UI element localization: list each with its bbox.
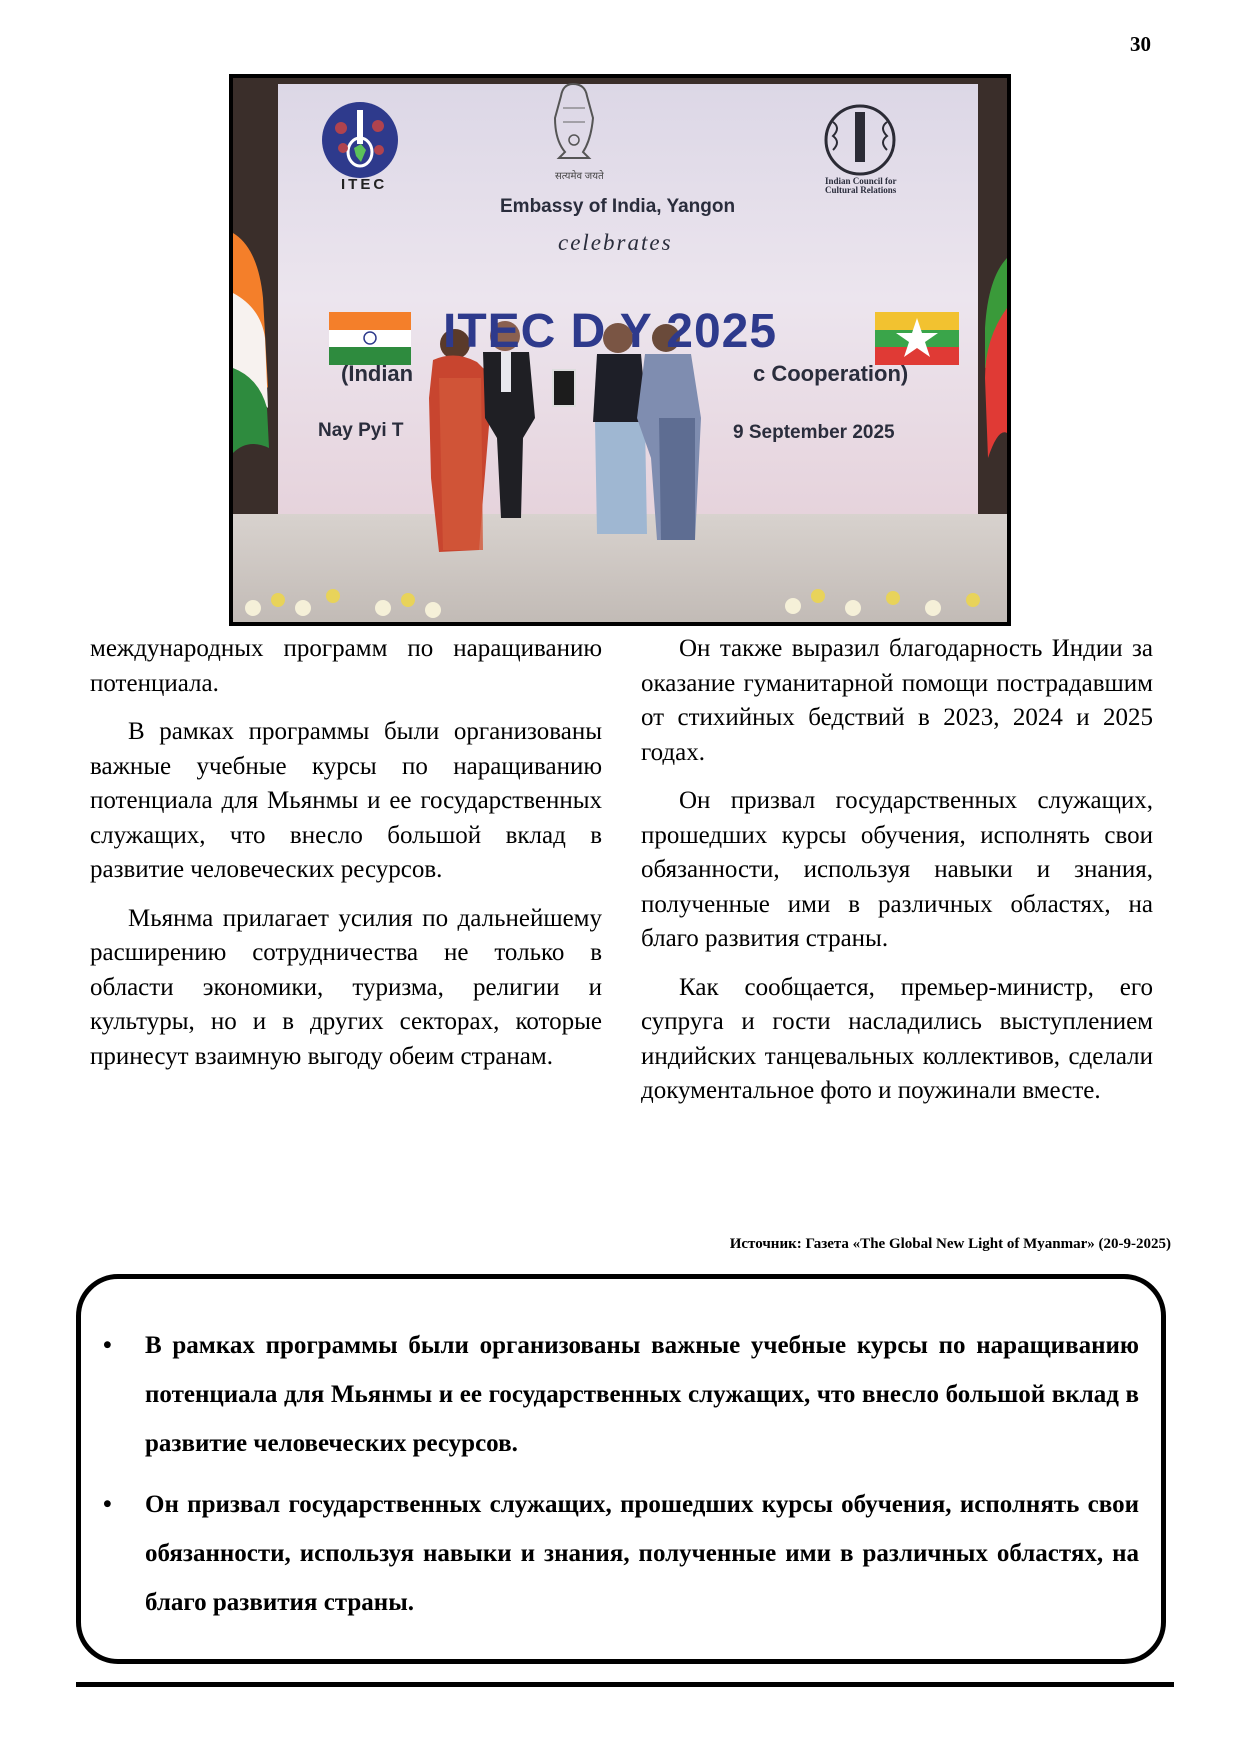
india-flag-icon [329, 312, 411, 365]
page-number: 30 [1130, 32, 1151, 56]
summary-box [76, 1274, 1166, 1664]
paragraph: В рамках программы были организованы важные учебные курсы по наращиванию потенциала для Мьянмы и ее государственных служащих, что внесло большой вклад в развитие человеческих ресурсов. [90, 718, 602, 883]
source-citation: Источник: Газета «The Global New Light of Myanmar» (20-9-2025) [729, 1236, 1171, 1252]
emblem-motto: सत्यमेव जयते [555, 171, 604, 182]
banner-date: 9 September 2025 [733, 422, 895, 443]
iccr-label-line1: Indian Council for [825, 176, 897, 186]
bullet-icon: • [103, 1332, 112, 1359]
event-photo [229, 74, 1011, 626]
paragraph: Мьянма прилагает усилия по дальнейшему расширению сотрудничества не только в области экономики, туризма, религии и культуры, но и в других секторах, которые принесут взаимную выгоду обеим странам. [90, 904, 602, 1070]
bottom-divider [76, 1682, 1174, 1687]
banner-itec-day: ITEC D Y 2025 [443, 305, 778, 358]
paragraph: международных программ по наращиванию потенциала. [90, 635, 602, 697]
banner-subtitle-left: (Indian [341, 361, 414, 386]
paragraph: Как сообщается, премьер-министр, его супруга и гости насладились выступлением индийских танцевальных коллективов, сделали документальное фото и поужинали вместе. [641, 973, 1153, 1104]
itec-label: ITEC [341, 176, 388, 193]
banner-celebrates: celebrates [558, 230, 673, 255]
article-column-left [90, 632, 602, 1088]
summary-list [103, 1321, 1139, 1639]
summary-item [103, 1321, 1139, 1468]
article-column-right [641, 632, 1153, 1123]
banner-location: Nay Pyi T [318, 420, 404, 441]
paragraph: Он призвал государственных служащих, прошедших курсы обучения, исполнять свои обязанности, используя навыки и знания, полученные ими в различных областях, на благо развития страны. [641, 787, 1153, 952]
banner-embassy: Embassy of India, Yangon [500, 196, 736, 217]
iccr-label-line2: Cultural Relations [825, 185, 897, 195]
bullet-icon: • [103, 1491, 112, 1518]
myanmar-flag-icon [875, 312, 959, 365]
paragraph: Он также выразил благодарность Индии за оказание гуманитарной помощи пострадавшим от стихийных бедствий в 2023, 2024 и 2025 годах. [641, 635, 1153, 766]
banner-subtitle-right: c Cooperation) [753, 361, 909, 386]
itec-logo-icon [322, 102, 398, 178]
summary-item-text: В рамках программы были организованы важные учебные курсы по наращиванию потенциала для Мьянмы и ее государственных служащих, что внесло большой вклад в развитие человеческих ресурсов. [145, 1332, 1139, 1457]
summary-item-text: Он призвал государственных служащих, прошедших курсы обучения, исполнять свои обязанности, используя навыки и знания, полученные ими в различных областях, на благо развития страны. [145, 1491, 1139, 1616]
summary-item [103, 1480, 1139, 1627]
